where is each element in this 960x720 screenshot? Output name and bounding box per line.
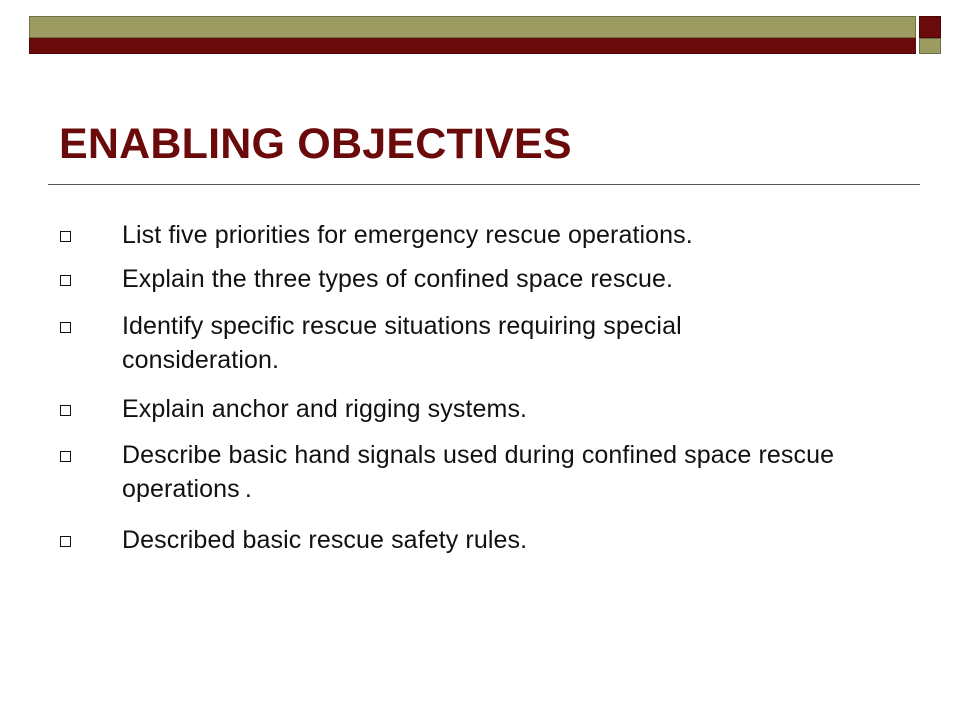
header-bar-maroon (29, 38, 916, 54)
list-item-text: Describe basic hand signals used during confined space rescue operations . (122, 441, 835, 503)
header-square-olive (919, 38, 941, 54)
slide-title: ENABLING OBJECTIVES (59, 120, 572, 168)
list-item-text: Explain the three types of confined space rescue. (122, 265, 674, 293)
list-item-text: Described basic rescue safety rules. (122, 526, 528, 554)
hollow-square-bullet-icon (60, 231, 71, 242)
hollow-square-bullet-icon (60, 322, 71, 333)
hollow-square-bullet-icon (60, 275, 71, 286)
list-item-text: Identify specific rescue situations requiring special consideration. (122, 312, 682, 374)
list-item-text: List five priorities for emergency rescue operations. (122, 221, 693, 249)
header-bar-olive (29, 16, 916, 38)
hollow-square-bullet-icon (60, 451, 71, 462)
title-divider (48, 184, 920, 185)
list-item-text: Explain anchor and rigging systems. (122, 395, 528, 423)
hollow-square-bullet-icon (60, 536, 71, 547)
header-square-maroon (919, 16, 941, 38)
hollow-square-bullet-icon (60, 405, 71, 416)
